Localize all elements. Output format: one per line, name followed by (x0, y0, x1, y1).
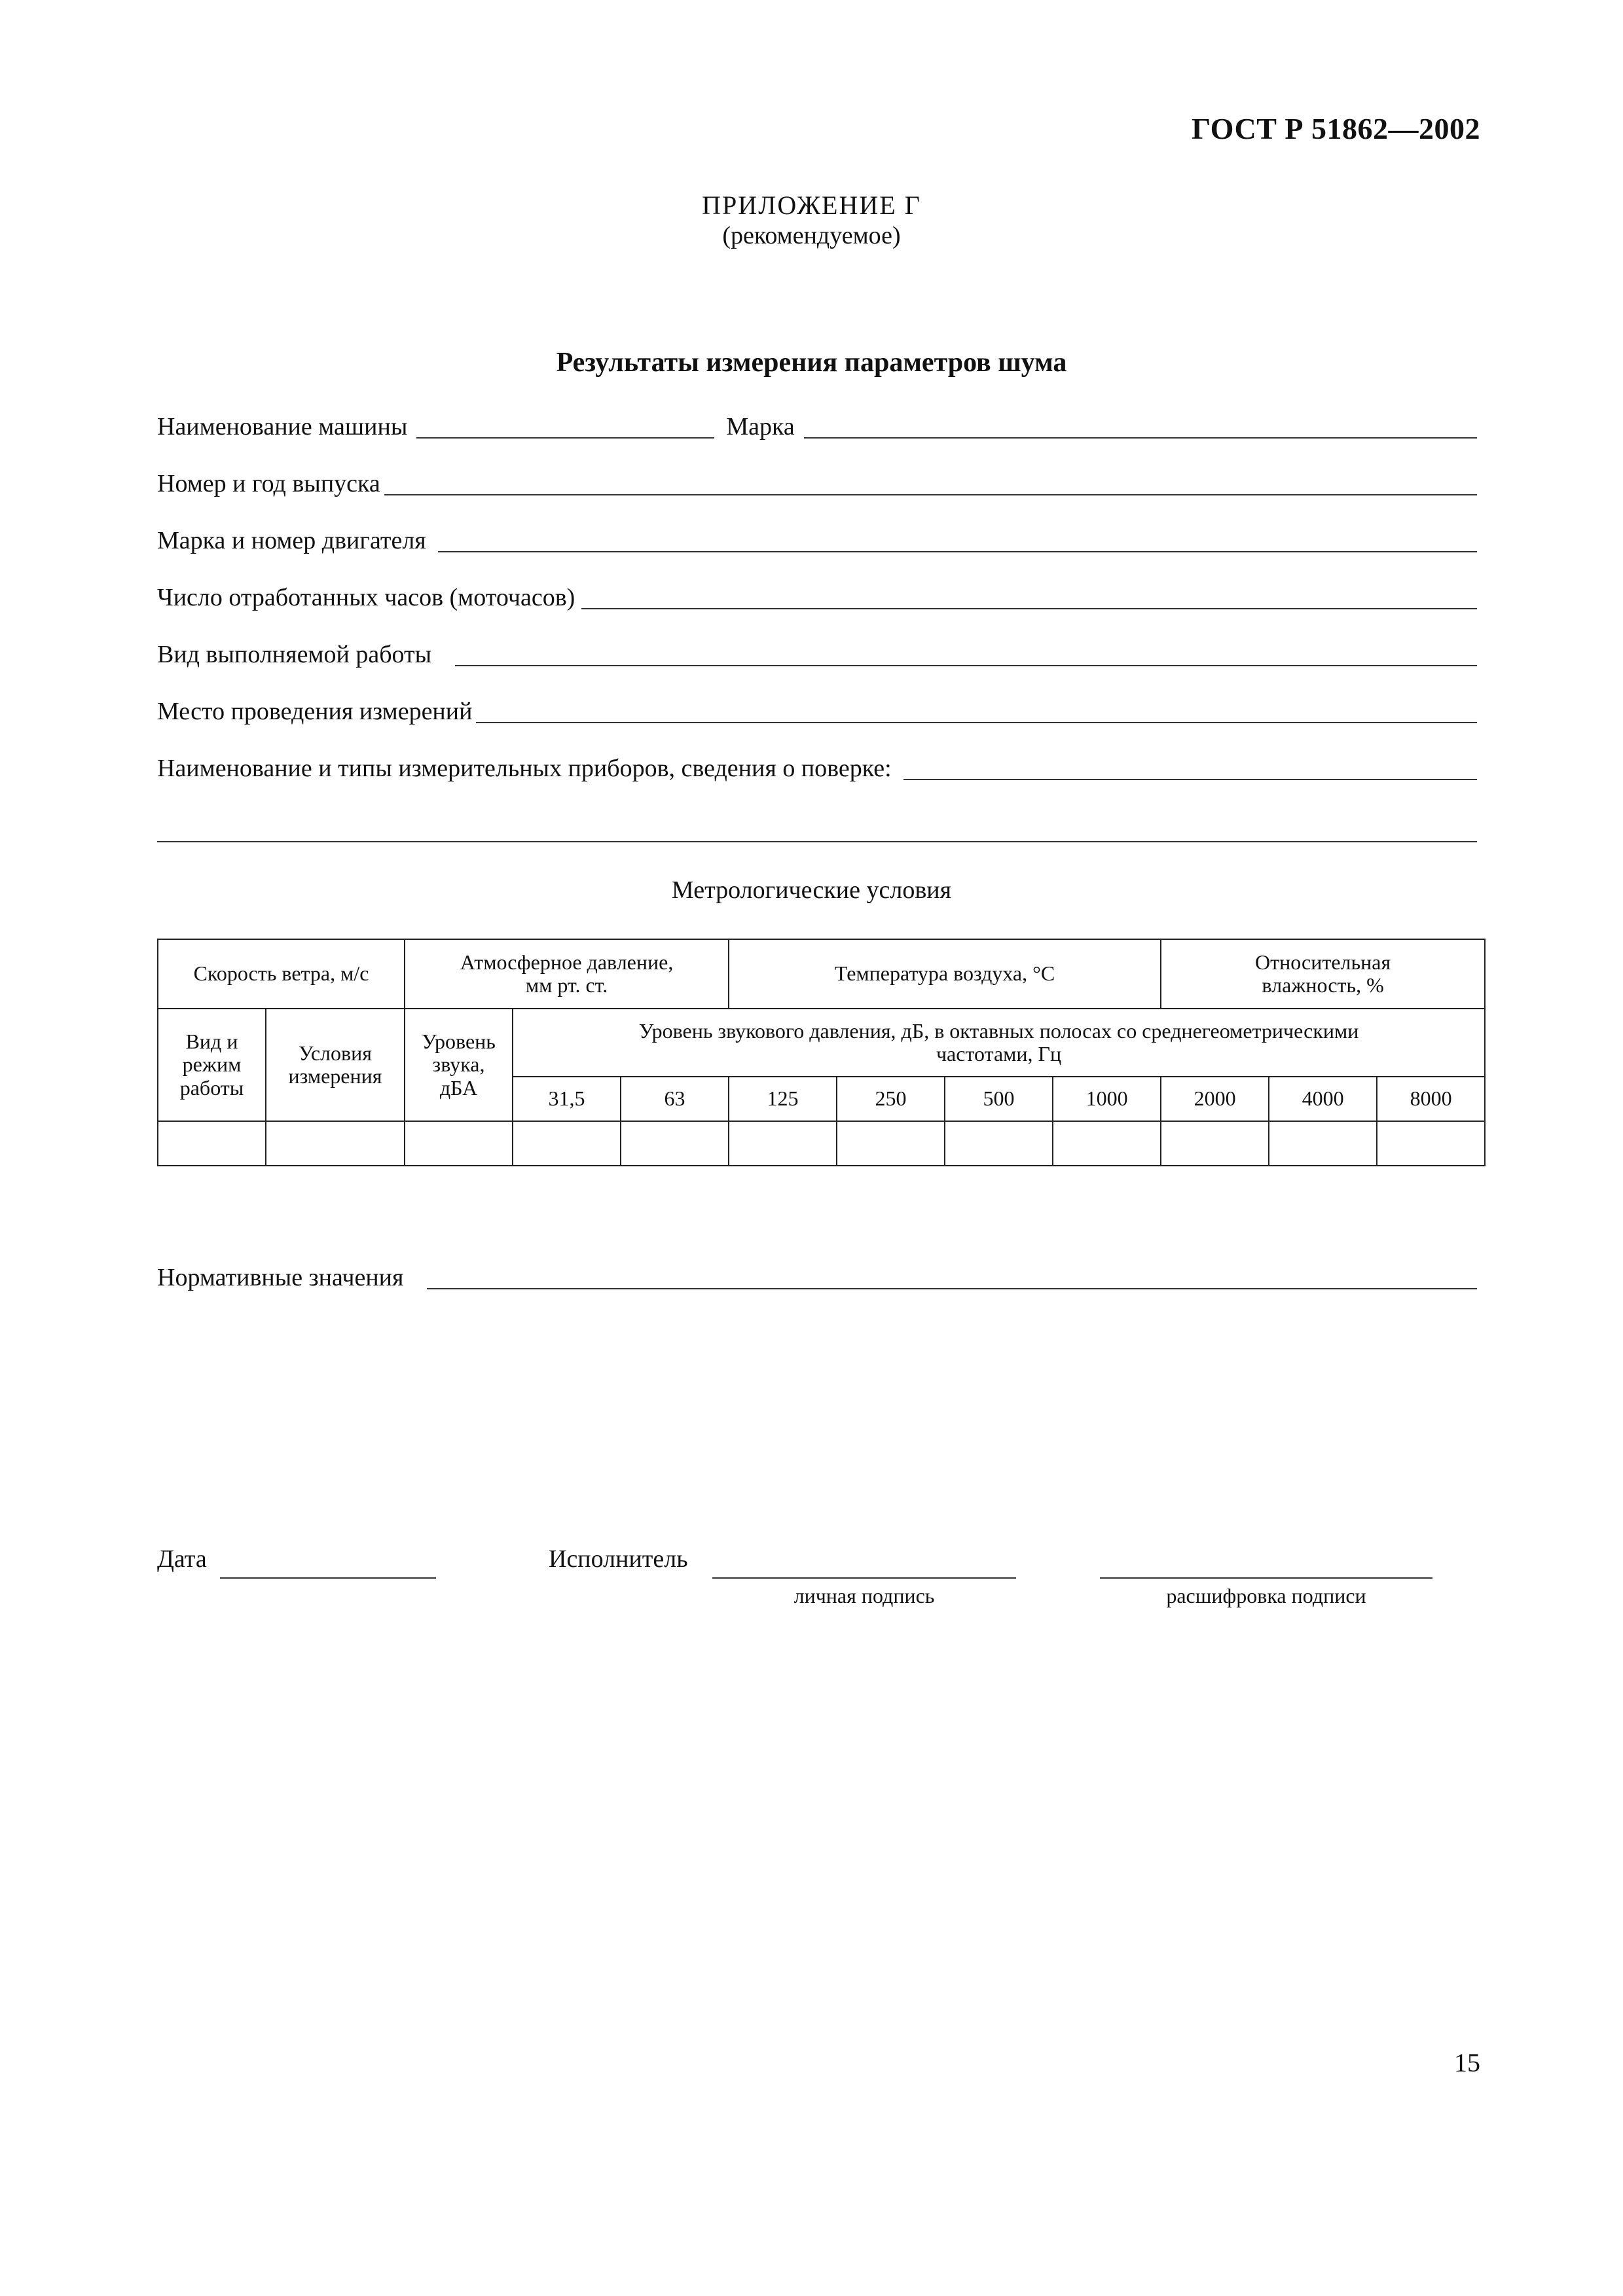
appendix-title: ПРИЛОЖЕНИЕ Г (702, 190, 921, 220)
entry-cell[interactable] (1161, 1121, 1269, 1166)
frequency-cell: 4000 (1269, 1077, 1377, 1121)
form-title: Результаты измерения параметров шума (556, 348, 1067, 378)
field-row-work-type (157, 634, 1477, 673)
frequency-cell: 125 (729, 1077, 837, 1121)
number-year-field[interactable] (384, 494, 1477, 495)
entry-cell[interactable] (513, 1121, 621, 1166)
metrology-heading: Метрологические условия (671, 876, 952, 904)
entry-cell[interactable] (1377, 1121, 1485, 1166)
work-mode-line-2: режим (182, 1052, 242, 1077)
work-mode-header (158, 1009, 266, 1121)
field-row-place (157, 691, 1477, 730)
humidity-header-line-1: Относительная (1255, 950, 1391, 974)
field-row-hours (157, 577, 1477, 616)
normative-label: Нормативные значения (157, 1264, 404, 1291)
conditions-line-2: измерения (288, 1064, 382, 1088)
octave-bands-line-1: Уровень звукового давления, дБ, в октавных полосах со среднегеометрическими (638, 1018, 1359, 1043)
work-mode-line-3: работы (179, 1075, 244, 1100)
brand-label: Марка (726, 413, 795, 440)
work-mode-line-1: Вид и (185, 1030, 238, 1054)
date-field[interactable] (220, 1577, 436, 1579)
temperature-header: Температура воздуха, °С (729, 939, 1161, 1009)
brand-field[interactable] (804, 437, 1477, 439)
engine-label: Марка и номер двигателя (157, 527, 426, 554)
humidity-header-line-2: влажность, % (1262, 973, 1384, 997)
work-type-field[interactable] (455, 665, 1477, 666)
field-row-engine (157, 520, 1477, 559)
sound-level-header (405, 1009, 513, 1121)
instruments-label: Наименование и типы измерительных приборов, сведения о поверке: (157, 755, 892, 782)
frequency-cell: 1000 (1053, 1077, 1161, 1121)
normative-field[interactable] (427, 1288, 1477, 1289)
entry-cell[interactable] (1053, 1121, 1161, 1166)
machine-name-label: Наименование машины (157, 413, 408, 440)
hours-label: Число отработанных часов (моточасов) (157, 584, 575, 611)
pressure-header-line-2: мм рт. ст. (525, 973, 608, 997)
table-row-empty-entry (158, 1121, 1485, 1166)
executor-label: Исполнитель (549, 1545, 688, 1573)
pressure-header-line-1: Атмосферное давление, (460, 950, 674, 974)
table-row-octave-header (158, 1009, 1485, 1077)
engine-field[interactable] (438, 551, 1477, 552)
entry-cell[interactable] (266, 1121, 405, 1166)
octave-bands-line-2: частотами, Гц (936, 1042, 1062, 1066)
entry-cell[interactable] (1269, 1121, 1377, 1166)
frequency-cell: 500 (945, 1077, 1053, 1121)
frequency-cell: 250 (837, 1077, 945, 1121)
personal-signature-caption: личная подпись (793, 1584, 935, 1607)
entry-cell[interactable] (837, 1121, 945, 1166)
frequency-cell: 8000 (1377, 1077, 1485, 1121)
place-field[interactable] (476, 722, 1477, 723)
entry-cell[interactable] (405, 1121, 513, 1166)
entry-cell[interactable] (729, 1121, 837, 1166)
frequency-cell: 31,5 (513, 1077, 621, 1121)
number-year-label: Номер и год выпуска (157, 470, 380, 497)
pressure-header (405, 939, 729, 1009)
field-row-instruments (157, 747, 1477, 787)
wind-speed-header: Скорость ветра, м/с (158, 939, 405, 1009)
entry-cell[interactable] (621, 1121, 729, 1166)
appendix-subtitle: (рекомендуемое) (722, 222, 901, 249)
conditions-line-1: Условия (299, 1041, 372, 1065)
field-row-machine (157, 406, 1477, 445)
hours-field[interactable] (581, 608, 1477, 609)
instruments-continuation-line[interactable] (157, 841, 1477, 842)
document-standard-number: ГОСТ Р 51862—2002 (1192, 112, 1480, 145)
signature-decoding-caption: расшифровка подписи (1166, 1584, 1366, 1607)
personal-signature-field[interactable] (712, 1577, 1016, 1579)
conditions-header (266, 1009, 405, 1121)
humidity-header (1161, 939, 1485, 1009)
entry-cell[interactable] (945, 1121, 1053, 1166)
place-label: Место проведения измерений (157, 698, 473, 725)
work-type-label: Вид выполняемой работы (157, 641, 432, 668)
sound-level-line-1: Уровень (422, 1030, 496, 1054)
normative-row (157, 1257, 1477, 1296)
page-number: 15 (1454, 2048, 1480, 2077)
octave-bands-header (513, 1009, 1485, 1077)
instruments-field[interactable] (903, 779, 1477, 780)
frequency-cell: 2000 (1161, 1077, 1269, 1121)
table-row-metrology (158, 939, 1485, 1009)
field-row-number-year (157, 463, 1477, 502)
sound-level-line-3: дБА (439, 1075, 478, 1100)
sound-level-line-2: звука, (432, 1052, 485, 1077)
date-label: Дата (157, 1545, 207, 1573)
signature-decoding-field[interactable] (1100, 1577, 1432, 1579)
entry-cell[interactable] (158, 1121, 266, 1166)
machine-name-field[interactable] (416, 437, 714, 439)
frequency-cell: 63 (621, 1077, 729, 1121)
measurement-table (157, 939, 1486, 1166)
